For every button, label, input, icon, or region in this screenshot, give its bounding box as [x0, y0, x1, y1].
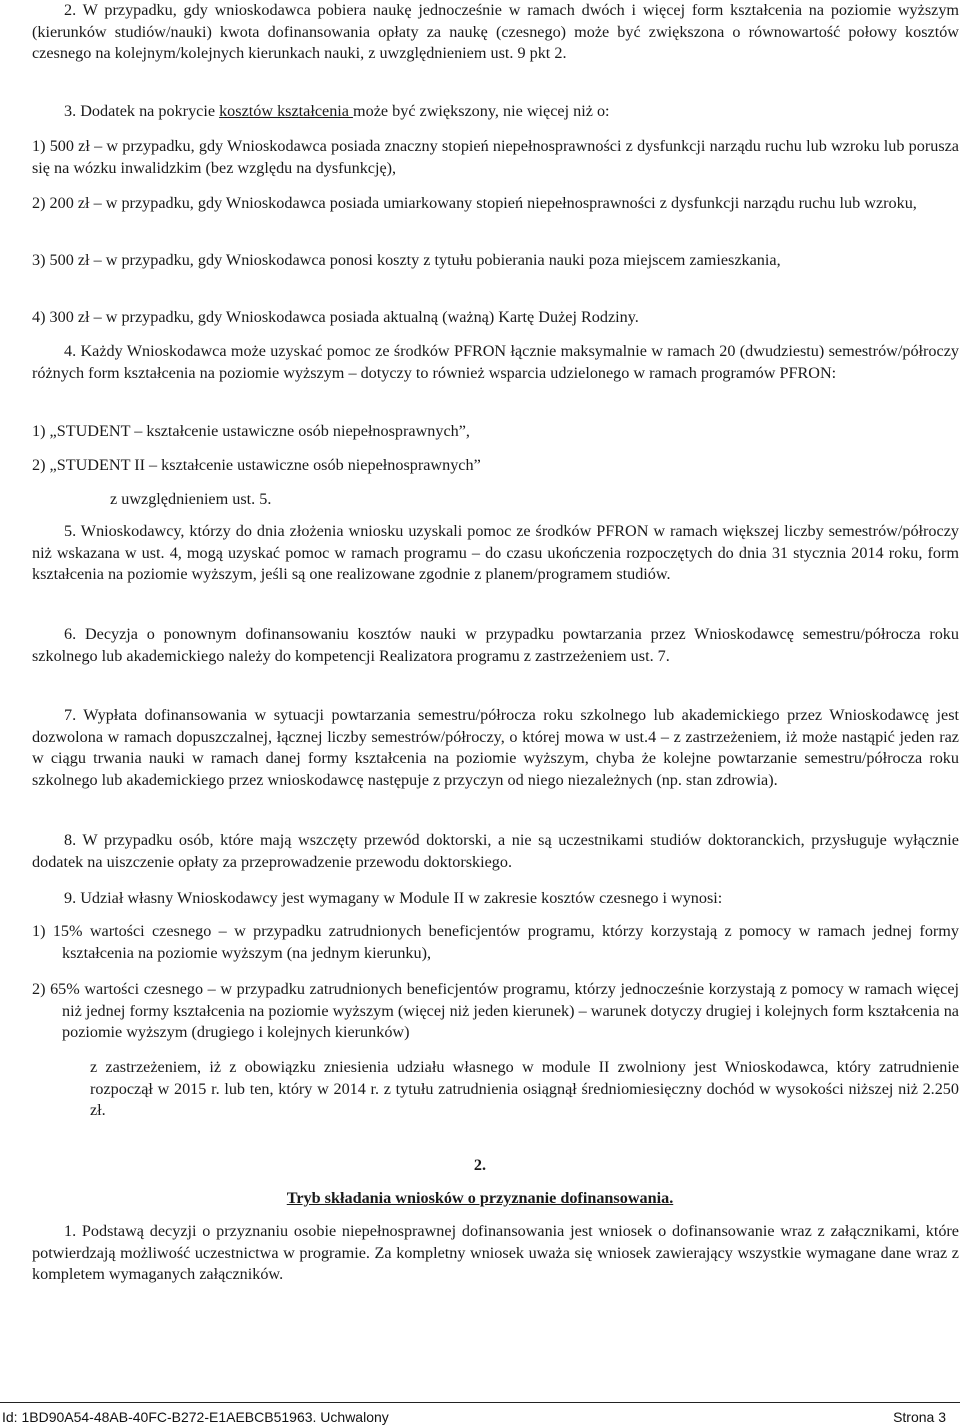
paragraph-2: 2. W przypadku, gdy wnioskodawca pobiera naukę jednocześnie w ramach dwóch i więcej form kształcenia na poziomie wyższym (kierunków studiów/nauki) kwota dofinansowania opłaty za naukę (czesnego) może być zwiększona o równowartość połowy kosztów czesnego na kolejnym/kolejnych kierunkach nauki, z uwzględnieniem ust. 9 pkt 2. — [32, 1, 959, 62]
list-item: 3) 500 zł – w przypadku, gdy Wnioskodawca ponosi koszty z tytułu pobierania nauki poza miejscem zamieszkania, — [32, 251, 781, 269]
footer-divider — [0, 1402, 960, 1403]
footer-page-number: Strona 3 — [893, 1409, 946, 1425]
list-item: 1) „STUDENT – kształcenie ustawiczne osób niepełnosprawnych”, — [32, 422, 470, 440]
paragraph-5: 5. Wnioskodawcy, którzy do dnia złożenia wniosku uzyskali pomoc ze środków PFRON w ramach większej liczby semestrów/półroczy niż wskazana w ust. 4, mogą uzyskać pomoc w ramach programu – do czasu ukończenia rozpoczętych do dnia 31 stycznia 2014 roku, form kształcenia na poziomie wyższym, jeśli są one realizowane zgodnie z planem/programem studiów. — [32, 522, 959, 583]
paragraph-4-note: z uwzględnieniem ust. 5. — [110, 490, 272, 508]
footer-document-id: Id: 1BD90A54-48AB-40FC-B272-E1AEBCB51963. Uchwalony — [2, 1409, 389, 1425]
section-number: 2. — [473, 1156, 487, 1174]
paragraph-4: 4. Każdy Wnioskodawca może uzyskać pomoc ze środków PFRON łącznie maksymalnie w ramach 20 (dwudziestu) semestrów/półroczy różnych form kształcenia na poziomie wyższym – dotyczy to również wsparcia udzielonego w ramach programów PFRON: — [32, 342, 959, 382]
paragraph-8: 8. W przypadku osób, które mają wszczęty przewód doktorski, a nie są uczestnikami studiów doktoranckich, przysługuje wyłącznie dodatek na uiszczenie opłaty za przeprowadzenie przewodu doktorskiego. — [32, 831, 959, 871]
paragraph-3-prefix: 3. Dodatek na pokrycie — [64, 102, 220, 120]
list-item: 4) 300 zł – w przypadku, gdy Wnioskodawca posiada aktualną (ważną) Kartę Dużej Rodziny. — [32, 308, 639, 326]
paragraph-7: 7. Wypłata dofinansowania w sytuacji powtarzania semestru/półrocza roku szkolnego lub akademickiego przez Wnioskodawcę jest dozwolona w ramach dopuszczalnej, łącznej liczby semestrów/półroczy, o której mowa w ust.4 – z zastrzeżeniem, iż może nastąpić jeden raz w ciągu trwania nauki w ramach danej formy kształcenia na poziomie wyższym, chyba że kolejne powtarzanie semestru/półrocza roku szkolnego lub akademickiego przez wnioskodawcę następuje z przyczyn od niego niezależnych (np. stan zdrowia). — [32, 706, 959, 789]
section-title: Tryb składania wniosków o przyznanie dofinansowania. — [286, 1189, 674, 1207]
paragraph-3 — [32, 101, 959, 123]
list-item: 2) 65% wartości czesnego – w przypadku zatrudnionych beneficjentów programu, którzy jednocześnie korzystają z pomocy w ramach więcej niż jednej formy kształcenia na poziomie wyższym (więcej niż jeden kierunek) – warunek dotyczy drugiej i kolejnych form kształcenia na poziomie wyższym (drugiego i kolejnych kierunków) — [32, 980, 959, 1041]
paragraph-9-note: z zastrzeżeniem, iż z obowiązku zniesienia udziału własnego w module II zwolniony jest Wnioskodawca, który zatrudnienie rozpoczął w 2015 r. lub ten, który w 2014 r. z tytułu zatrudnienia osiągnął średniomiesięczny dochód w wysokości niższej niż 2.250 zł. — [90, 1058, 959, 1119]
paragraph-9: 9. Udział własny Wnioskodawcy jest wymagany w Module II w zakresie kosztów czesnego i wynosi: — [64, 889, 723, 907]
paragraph-3-suffix: może być zwiększony, nie więcej niż o: — [353, 102, 610, 120]
paragraph-6: 6. Decyzja o ponownym dofinansowaniu kosztów nauki w przypadku powtarzania przez Wnioskodawcę semestru/półrocza roku szkolnego lub akademickiego należy do kompetencji Realizatora programu z zastrzeżeniem ust. 7. — [32, 625, 959, 665]
list-item: 2) 200 zł – w przypadku, gdy Wnioskodawca posiada umiarkowany stopień niepełnosprawności z dysfunkcji narządu ruchu lub wzroku, — [32, 194, 917, 212]
list-item: 1) 15% wartości czesnego – w przypadku zatrudnionych beneficjentów programu, którzy korzystają z pomocy w ramach jednej formy kształcenia na poziomie wyższym (na jednym kierunku), — [32, 922, 959, 962]
list-item: 2) „STUDENT II – kształcenie ustawiczne osób niepełnosprawnych” — [32, 456, 481, 474]
section-paragraph-1: 1. Podstawą decyzji o przyznaniu osobie niepełnosprawnej dofinansowania jest wniosek o dofinansowanie wraz z załącznikami, które potwierdzają możliwość uczestnictwa w programie. Za kompletny wniosek uważa się wniosek zawierający wszystkie wymagane dane wraz z kompletem wymaganych załączników. — [32, 1222, 959, 1283]
list-item: 1) 500 zł – w przypadku, gdy Wnioskodawca posiada znaczny stopień niepełnosprawności z dysfunkcji narządu ruchu lub wzroku lub porusza się na wózku inwalidzkim (bez względu na dysfunkcję), — [32, 137, 959, 177]
paragraph-3-underlined: kosztów kształcenia — [219, 102, 354, 120]
